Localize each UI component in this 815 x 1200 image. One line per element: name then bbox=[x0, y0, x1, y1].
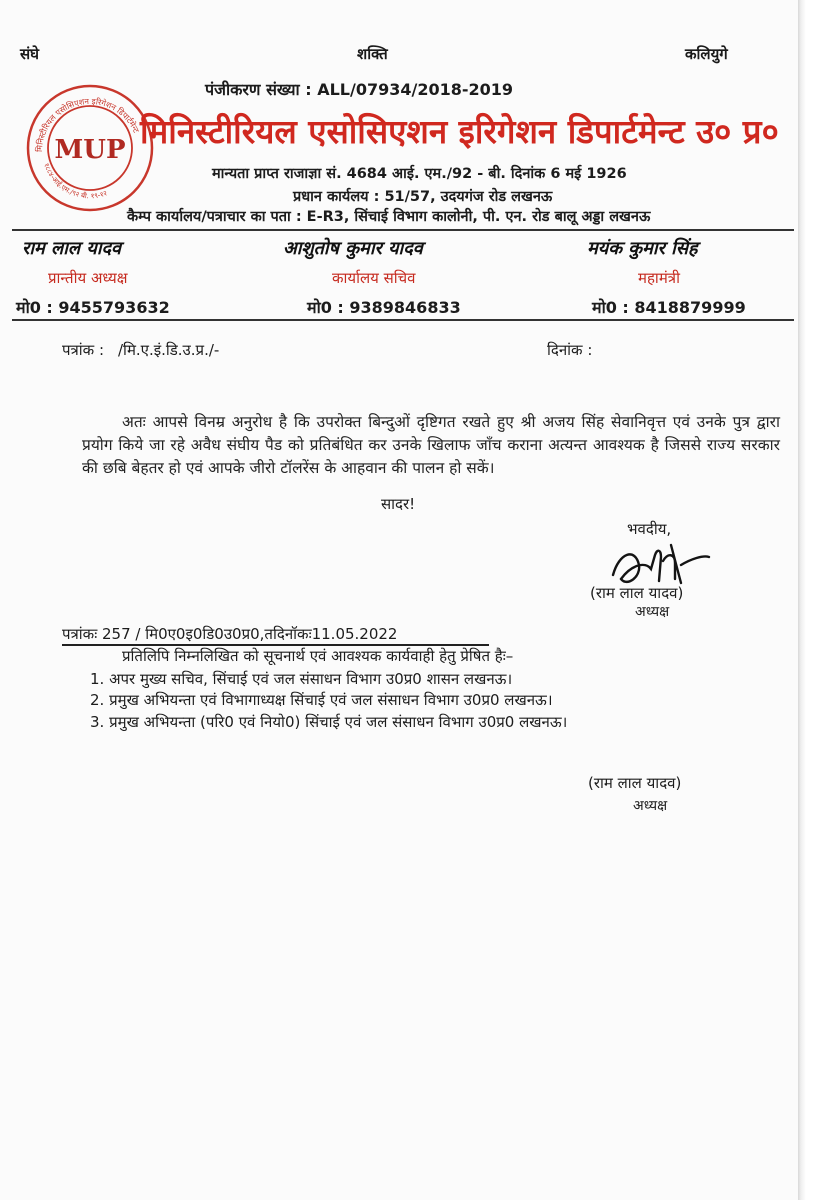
copy-item: 3. प्रमुख अभियन्ता (परि0 एवं नियो0) सिंचाई एवं जल संसाधन विभाग उ0प्र0 लखनऊ। bbox=[90, 713, 568, 731]
officer-name-president: राम लाल यादव bbox=[22, 238, 122, 259]
date-label: दिनांक : bbox=[547, 341, 593, 359]
seal-text-top: मिनिस्टीरियल एसोसिएशन इरिगेशन डिपार्टमेन्ट bbox=[34, 96, 141, 153]
officer-name-secretary: आशुतोष कुमार यादव bbox=[283, 238, 423, 259]
organization-seal bbox=[24, 82, 156, 214]
reference-label: पत्रांक : bbox=[62, 341, 105, 359]
officer-title-general-secretary: महामंत्री bbox=[638, 269, 680, 287]
header-divider-top bbox=[12, 229, 794, 231]
officer-mobile-general-secretary: मो0 : 8418879999 bbox=[592, 298, 746, 317]
signatory-name: (राम लाल यादव) bbox=[590, 584, 684, 602]
officer-title-secretary: कार्यालय सचिव bbox=[332, 269, 416, 287]
copy-item: 1. अपर मुख्य सचिव, सिंचाई एवं जल संसाधन विभाग उ0प्र0 शासन लखनऊ। bbox=[90, 670, 513, 688]
slogan-right: कलियुगे bbox=[685, 45, 728, 63]
head-office-address: प्रधान कार्यलय : 51/57, उदयगंज रोड लखनऊ bbox=[293, 189, 553, 205]
seal-monogram: MUP bbox=[54, 135, 126, 165]
header-divider-bottom bbox=[12, 319, 794, 321]
officer-mobile-secretary: मो0 : 9389846833 bbox=[307, 298, 461, 317]
closing-salutation: सादर! bbox=[381, 495, 416, 513]
copy-item: 2. प्रमुख अभियन्ता एवं विभागाध्यक्ष सिंचाई एवं जल संसाधन विभाग उ0प्र0 लखनऊ। bbox=[90, 691, 553, 709]
officer-title-president: प्रान्तीय अध्यक्ष bbox=[48, 269, 128, 287]
organization-name: मिनिस्टीरियल एसोसिएशन इरिगेशन डिपार्टमेन्ट उ० प्र० bbox=[140, 112, 779, 151]
slogan-left: संघे bbox=[20, 45, 40, 63]
registration-number: पंजीकरण संख्या : ALL/07934/2018-2019 bbox=[205, 80, 514, 99]
officer-name-general-secretary: मयंक कुमार सिंह bbox=[587, 238, 698, 259]
signatory-designation: अध्यक्ष bbox=[635, 604, 670, 620]
copy-reference: पत्रांकः 257 / मि0ए0इ0डि0उ0प्र0,तदिनॉकः11.05.2022 bbox=[62, 625, 398, 643]
copy-signatory-name: (राम लाल यादव) bbox=[588, 774, 682, 792]
officer-mobile-president: मो0 : 9455793632 bbox=[16, 298, 170, 317]
yours-faithfully: भवदीय, bbox=[627, 520, 672, 538]
slogan-center: शक्ति bbox=[357, 45, 388, 63]
copy-signatory-designation: अध्यक्ष bbox=[633, 798, 668, 814]
seal-text-bottom: १८८४-आई.एम./९२ बी. १९-१२ bbox=[42, 162, 109, 201]
reference-number: /मि.ए.इं.डि.उ.प्र./- bbox=[118, 341, 220, 359]
page-edge-shadow bbox=[798, 0, 815, 1200]
camp-office-address: कैम्प कार्यालय/पत्राचार का पता : E-R3, सिंचाई विभाग कालोनी, पी. एन. रोड बालू अड्डा लखनऊ bbox=[127, 209, 651, 225]
copy-intro: प्रतिलिपि निम्नलिखित को सूचनार्थ एवं आवश्यक कार्यवाही हेतु प्रेषित हैः– bbox=[122, 647, 514, 665]
recognition-line: मान्यता प्राप्त राजाज्ञा सं. 4684 आई. एम./92 - बी. दिनांक 6 मई 1926 bbox=[212, 166, 627, 182]
body-paragraph: अतः आपसे विनम्र अनुरोध है कि उपरोक्त बिन्दुओं दृष्टिगत रखते हुए श्री अजय सिंह सेवानिवृत्त एवं उनके पुत्र द्वारा प्रयोग किये जा रहे अवैध संघीय पैड को प्रतिबंधित कर उनके खिलाफ जाँच कराना अत्यन्त आवश्यक है जिससे राज्य सरकार की छबि बेहतर हो एवं आपके जीरो टॉलरेंस के आहवान की पालन हो सकें। bbox=[82, 413, 780, 477]
